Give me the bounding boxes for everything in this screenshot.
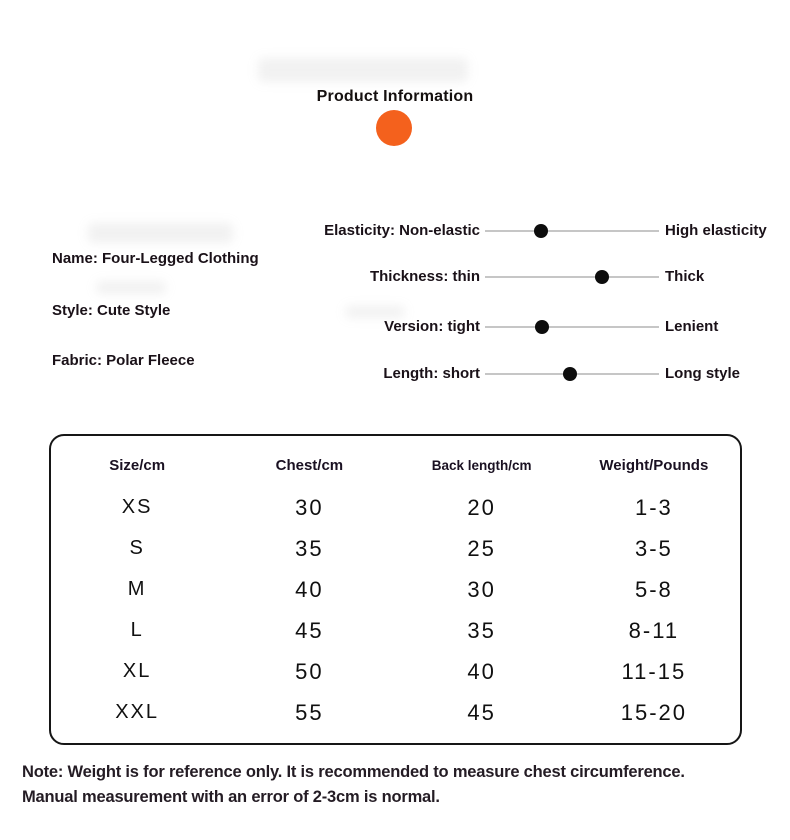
table-row (51, 610, 740, 651)
slider-row (0, 316, 790, 338)
table-cell: 5-8 (634, 577, 673, 602)
slider-dot (535, 320, 549, 334)
table-cell: 3-5 (634, 536, 673, 561)
table-header-cell: Back length/cm (431, 458, 532, 473)
table-row (51, 651, 740, 692)
slider-track (485, 276, 659, 278)
table-cell: 45 (467, 700, 496, 725)
table-cell: 35 (467, 618, 496, 643)
table-cell: 40 (295, 577, 324, 602)
table-cell: 20 (467, 495, 496, 520)
slider-left-label: Thickness: thin (369, 268, 480, 285)
reference-note (22, 760, 782, 810)
table-cell: 11-15 (621, 659, 687, 684)
slider-dot (595, 270, 609, 284)
slider-right-label: Lenient (665, 318, 719, 335)
table-cell: L (130, 619, 144, 641)
size-table (49, 434, 742, 745)
table-cell: 15-20 (620, 700, 688, 725)
table-cell: 30 (467, 577, 496, 602)
table-row (51, 569, 740, 610)
ghost-artifact (258, 58, 468, 82)
table-cell: 35 (295, 536, 324, 561)
table-cell: 1-3 (634, 495, 673, 520)
table-cell: 55 (295, 700, 324, 725)
slider-row (0, 363, 790, 385)
table-cell: 40 (467, 659, 496, 684)
slider-left-label: Elasticity: Non-elastic (324, 222, 480, 239)
table-header-cell: Chest/cm (275, 457, 344, 474)
slider-left-label: Version: tight (384, 318, 480, 335)
slider-row (0, 220, 790, 242)
slider-dot (563, 367, 577, 381)
table-cell: 8-11 (628, 618, 680, 643)
table-cell: 50 (295, 659, 324, 684)
slider-row (0, 266, 790, 288)
table-row (51, 528, 740, 569)
product-style-label: Style: Cute Style (52, 302, 171, 319)
table-header-cell: Size/cm (109, 457, 166, 474)
slider-left-label: Length: short (383, 365, 480, 382)
table-cell: XL (122, 660, 152, 682)
page-title: Product Information (316, 88, 474, 105)
table-cell: 30 (295, 495, 324, 520)
table-cell: M (127, 578, 147, 600)
orange-dot-icon (376, 110, 412, 146)
table-cell: XXL (115, 701, 160, 723)
table-row (51, 487, 740, 528)
table-cell: XS (121, 496, 153, 518)
table-cell: S (129, 537, 145, 559)
reference-note-line2: Manual measurement with an error of 2-3cm is normal. (22, 788, 440, 806)
slider-right-label: High elasticity (665, 222, 767, 239)
slider-track (485, 373, 659, 375)
slider-right-label: Thick (665, 268, 705, 285)
reference-note-line1: Note: Weight is for reference only. It is recommended to measure chest circumference. (22, 763, 685, 781)
product-fabric-label: Fabric: Polar Fleece (52, 352, 195, 369)
size-table-body (51, 487, 740, 733)
slider-dot (534, 224, 548, 238)
slider-track (485, 326, 659, 328)
table-row (51, 692, 740, 733)
slider-right-label: Long style (665, 365, 741, 382)
slider-track (485, 230, 659, 232)
product-name-label: Name: Four-Legged Clothing (52, 250, 259, 267)
table-cell: 45 (295, 618, 324, 643)
size-table-header-row (51, 450, 740, 482)
table-cell: 25 (467, 536, 496, 561)
table-header-cell: Weight/Pounds (599, 457, 709, 474)
